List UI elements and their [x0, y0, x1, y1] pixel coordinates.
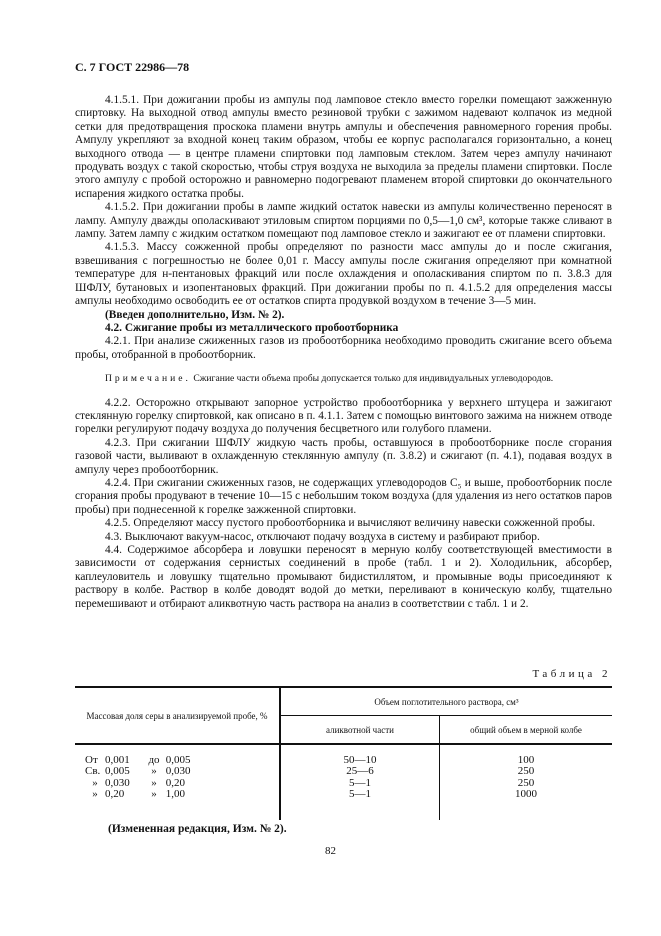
paragraph-4-1-5-2: 4.1.5.2. При дожигании пробы в лампе жидкий остаток навески из ампулы количественно переносят в лампу. Ампулу дважды ополаскивают этиловым спиртом порциями по 0,5—1,0 см³, которые также сливают в лампу. Затем лампу с жидким остатком помещают под ламповое стекло и зажигают ее от пламени спиртовки. [75, 201, 612, 241]
aliquot-values: 50—10 25—6 5—1 5—1 [280, 744, 440, 820]
col-header-sulfur-fraction: Массовая доля серы в анализируемой пробе, % [75, 687, 280, 744]
col-header-aliquot: аликвотной части [280, 716, 440, 745]
paragraph-4-1-5-1: 4.1.5.1. При дожигании пробы из ампулы под ламповое стекло вместо горелки помещают зажженную спиртовку. На выходной отвод ампулы вместо резиновой трубки с зажимом надевают колпачок из медной сетки для предотвращения проскока пламени внутрь ампулы и обеспечения равномерного горения пробы. Ампулу укрепляют за входной конец таким образом, чтобы ее корпус располагался горизонтально, а конец выходного отвода — в центре пламени спиртовки под ламповым стеклом. Затем через ампулу начинают продувать воздух с такой скоростью, чтобы струя воздуха не выходила за пределы пламени спиртовки. После этого ампулу с пробой осторожно и равномерно подогревают пламенем второй спиртовки до окончательного испарения жидкого остатка пробы. [75, 94, 612, 200]
paragraph-4-4: 4.4. Содержимое абсорбера и ловушки переносят в мерную колбу соответствующей вместимости в зависимости от содержания сернистых соединений в пробе (табл. 1 и 2). Холодильник, абсорбер, каплеуловитель и ловушку тщательно промывают бидистиллятом, и промывные воды присоединяют к раствору в колбе. Раствор в колбе доводят водой до метки, переливают в коническую колбу, тщательно перемешивают и отбирают аликвотную часть раствора на анализ в соответствии с табл. 1 и 2. [75, 544, 612, 610]
table-caption: Таблица 2 [532, 668, 611, 680]
total-volume-values: 100 250 250 1000 [440, 744, 613, 820]
paragraph-4-1-5-3: 4.1.5.3. Массу сожженной пробы определяют по разности масс ампулы до и после сжигания, взвешивания с погрешностью не более 0,01 г. Массу ампулы после сжигания определяют при комнатной температуре для н-пентановых фракций или после охлаждения и ополаскивания спиртом по п. 3.8.3 для ШФЛУ, бутановых и изопентановых фракций. При дожигании пробы по п. 4.1.5.2 для определения массы ампулы необходимо освободить ее от остатков спирта продувкой воздухом в течение 3—5 мин. [75, 241, 612, 308]
table-row: Св. 0,005 » 0,030 [85, 765, 191, 778]
table-2 [75, 686, 612, 820]
paragraph-4-2-3: 4.2.3. При сжигании ШФЛУ жидкую часть пробы, оставшуюся в пробоотборнике после сгорания газовой части, выливают в охлажденную стеклянную ампулу (п. 3.8.2) и сжигают (п. 4.1), подавая воздух в ампулу через пробоотборник. [75, 436, 612, 476]
amendment-note: (Введен дополнительно, Изм. № 2). [105, 308, 285, 321]
table-row: » 0,030 » 0,20 [92, 776, 185, 789]
note-label: Примечание. [105, 373, 191, 385]
section-heading-4-2: 4.2. Сжигание пробы из металлического пробоотборника [105, 321, 399, 334]
table-body [75, 744, 612, 820]
table-row: От 0,001 до 0,005 [85, 754, 191, 766]
paragraph-4-2-5: 4.2.5. Определяют массу пустого пробоотборника и вычисляют величину навески сожженной пробы. [105, 517, 596, 530]
note [75, 372, 612, 385]
revision-note: (Измененная редакция, Изм. № 2). [108, 823, 287, 835]
paragraph-4-2-1: 4.2.1. При анализе сжиженных газов из пробоотборника необходимо проводить сжигание всего объема пробы, отобранной в пробоотборник. [75, 335, 612, 361]
sulfur-ranges [75, 744, 280, 820]
table-row: » 0,20 » 1,00 [92, 787, 185, 800]
paragraph-4-2-2: 4.2.2. Осторожно открывают запорное устройство пробоотборника у верхнего штуцера и зажигают стеклянную горелку спиртовкой, как описано в п. 4.1.1. Затем с помощью винтового зажима на нижнем отводе горелки регулируют подачу воздуха до получения бесцветного или голубого пламени. [75, 396, 612, 436]
page-number: 82 [325, 845, 336, 857]
document-body [75, 94, 612, 611]
page-header: С. 7 ГОСТ 22986—78 [75, 60, 190, 74]
paragraph-4-3: 4.3. Выключают вакуум-насос, отключают подачу воздуха в систему и разбирают прибор. [105, 530, 540, 543]
col-header-total-volume: общий объем в мерной колбе [440, 716, 613, 745]
note-text: Сжигание части объема пробы допускается только для индивидуальных углеводородов. [193, 373, 554, 385]
group-header-absorber-volume: Объем поглотительного раствора, см³ [280, 687, 612, 716]
paragraph-4-2-4: 4.2.4. При сжигании сжиженных газов, не содержащих углеводородов C₅ и выше, пробоотборник после сгорания пробы продувают в течение 10—15 с небольшим током воздуха (для удаления из него остатков паров пробы) при поднесенной к горелке зажженной спиртовки. [75, 476, 612, 516]
